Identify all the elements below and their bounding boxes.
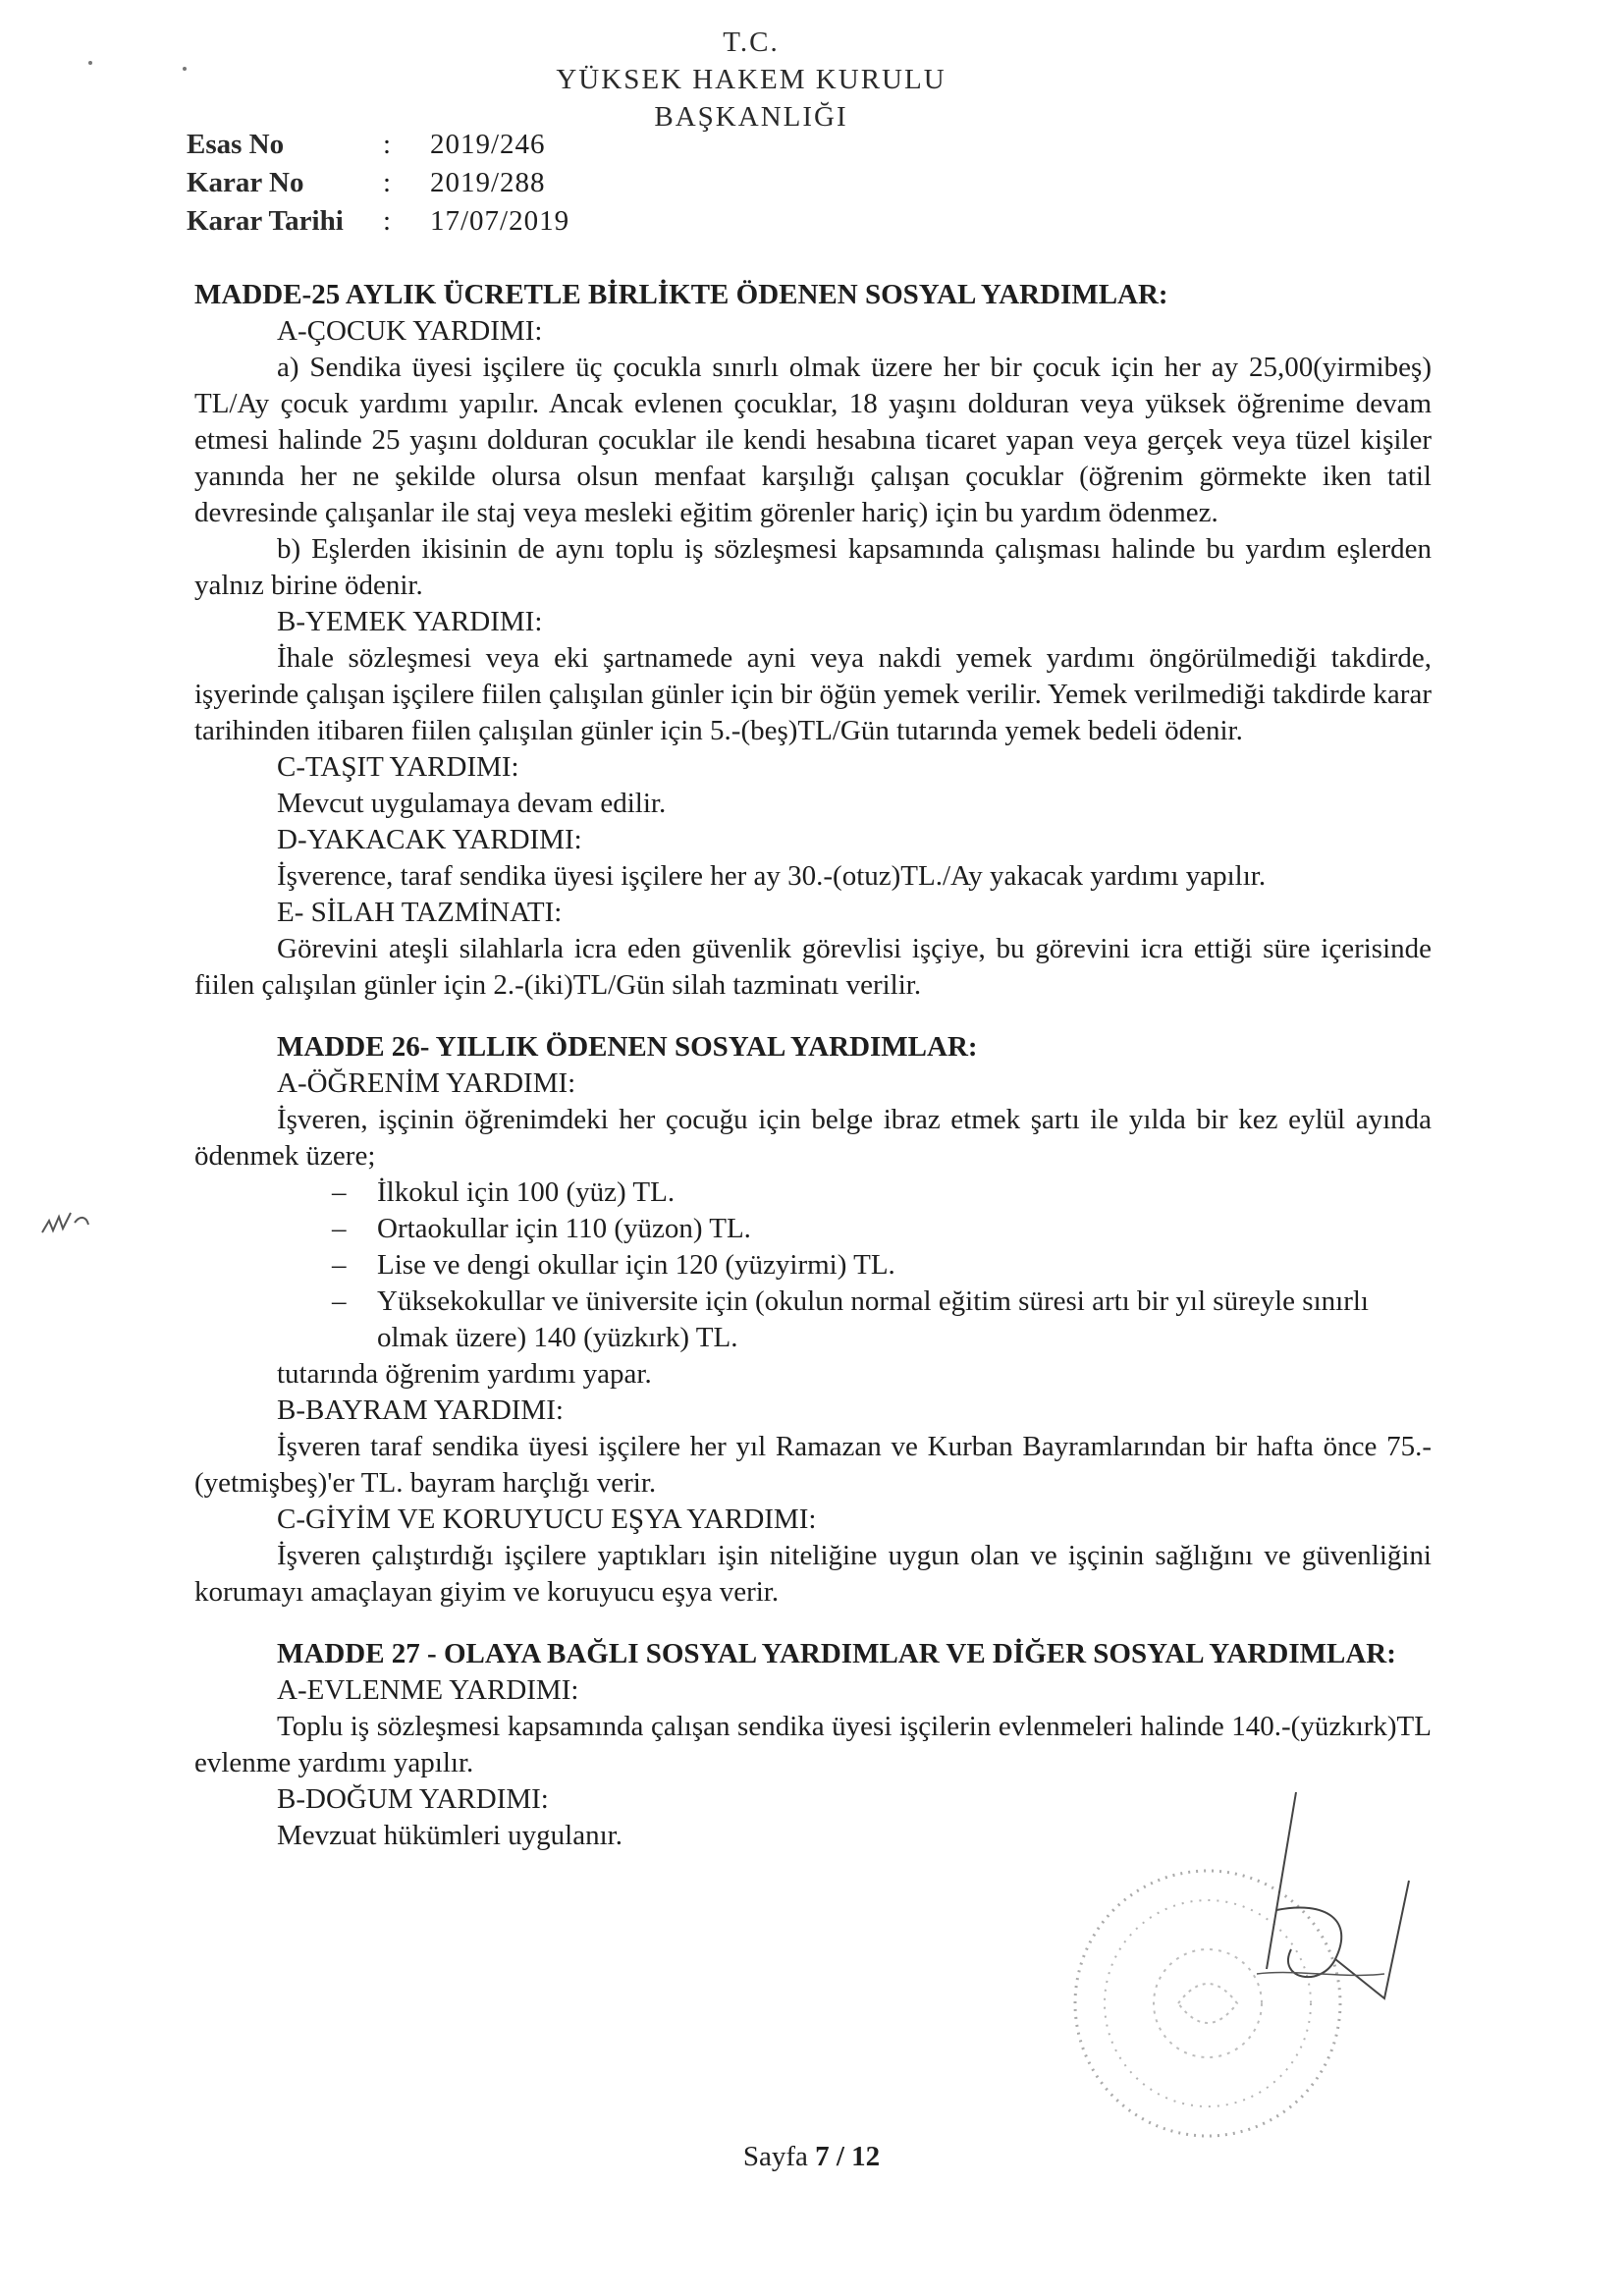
paragraph: tutarında öğrenim yardımı yapar. (277, 1358, 652, 1390)
issuing-authority (520, 24, 982, 136)
paragraph: Toplu iş sözleşmesi kapsamında çalışan sendika üyesi işçilerin evlenmeleri halinde 140.-(yüzkırk)TL evlenme yardımı yapılır. (194, 1711, 1432, 1778)
paragraph: İşveren taraf sendika üyesi işçilere her yıl Ramazan ve Kurban Bayramlarından bir hafta önce 75.-(yetmişbeş)'er TL. bayram harçlığı verir. (194, 1431, 1432, 1499)
list-item: – İlkokul için 100 (yüz) TL. (194, 1175, 1432, 1211)
list-item: – Yüksekokullar ve üniversite için (okulun normal eğitim süresi artı bir yıl süreyle sınırlı olmak üzere) 140 (yüzkırk) TL. (194, 1284, 1432, 1356)
page-number: 7 / 12 (815, 2141, 881, 2172)
paragraph: a) Sendika üyesi işçilere üç çocukla sınırlı olmak üzere her bir çocuk için her ay 25,00(yirmibeş) TL/Ay çocuk yardımı yapılır. Ancak evlenen çocuklar, 18 yaşını dolduran veya yüksek öğrenime devam etmesi halinde 25 yaşını dolduran çocuklar ile kendi hesabına ticaret yapan veya gerçek veya tüzel kişiler yanında her ne şekilde olursa olsun menfaat karşılığı çalışan çocuklar (öğrenim görmekte iken tatil devresinde çalışanlar ile staj veya mesleki eğitim görenler hariç) için bu yardım ödenmez. (194, 352, 1432, 528)
meta-label: Karar Tarihi (187, 205, 344, 237)
header-line-1: T.C. (723, 27, 780, 58)
article-25-title: MADDE-25 AYLIK ÜCRETLE BİRLİKTE ÖDENEN SOSYAL YARDIMLAR: (194, 279, 1168, 310)
meta-row-esas (187, 126, 569, 164)
section-title: A-EVLENME YARDIMI: (277, 1674, 579, 1706)
article-27-title: MADDE 27 - OLAYA BAĞLI SOSYAL YARDIMLAR VE DİĞER SOSYAL YARDIMLAR: (277, 1638, 1396, 1669)
paragraph: İşveren, işçinin öğrenimdeki her çocuğu için belge ibraz etmek şartı ile yılda bir kez eylül ayında ödenmek üzere; (194, 1104, 1432, 1172)
paragraph: Mevcut uygulamaya devam edilir. (277, 788, 667, 819)
meta-row-tarih (187, 202, 569, 241)
header-line-3: BAŞKANLIĞI (654, 101, 848, 133)
meta-colon: : (383, 129, 392, 160)
article-26-title: MADDE 26- YILLIK ÖDENEN SOSYAL YARDIMLAR: (277, 1031, 978, 1063)
scan-speck (183, 67, 187, 71)
meta-value: 2019/246 (430, 129, 546, 160)
section-title: B-BAYRAM YARDIMI: (277, 1394, 564, 1426)
meta-label: Esas No (187, 129, 285, 160)
section-title: A-ÇOCUK YARDIMI: (277, 315, 543, 347)
header-line-2: YÜKSEK HAKEM KURULU (556, 64, 947, 95)
section-title: B-DOĞUM YARDIMI: (277, 1783, 549, 1815)
margin-initials-icon (37, 1203, 96, 1242)
paragraph: İşverence, taraf sendika üyesi işçilere her ay 30.-(otuz)TL./Ay yakacak yardımı yapılır. (277, 860, 1267, 892)
meta-value: 2019/288 (430, 167, 546, 198)
list-item: – Lise ve dengi okullar için 120 (yüzyirmi) TL. (194, 1247, 1432, 1284)
document-body (194, 277, 1432, 1854)
page-label: Sayfa (742, 2141, 808, 2172)
meta-value: 17/07/2019 (430, 205, 570, 237)
section-title: C-GİYİM VE KORUYUCU EŞYA YARDIMI: (277, 1503, 817, 1535)
section-title: A-ÖĞRENİM YARDIMI: (277, 1067, 576, 1099)
meta-row-karar (187, 164, 569, 202)
paragraph: Mevzuat hükümleri uygulanır. (277, 1820, 622, 1851)
meta-label: Karar No (187, 167, 304, 198)
education-aid-list (194, 1175, 1432, 1356)
list-item: – Ortaokullar için 110 (yüzon) TL. (194, 1211, 1432, 1247)
paragraph: Görevini ateşli silahlarla icra eden güvenlik görevlisi işçiye, bu görevini icra ettiği süre içerisinde fiilen çalışılan günler için 2.-(iki)TL/Gün silah tazminatı verilir. (194, 933, 1432, 1001)
section-title: B-YEMEK YARDIMI: (277, 606, 543, 637)
section-title: E- SİLAH TAZMİNATI: (277, 897, 563, 928)
signature-icon (1237, 1773, 1434, 2018)
paragraph: İşveren çalıştırdığı işçilere yaptıkları işin niteliğine uygun olan ve işçinin sağlığını ve güvenliğini korumayı amaçlayan giyim ve koruyucu eşya verir. (194, 1540, 1432, 1608)
scan-speck (88, 61, 92, 65)
paragraph: b) Eşlerden ikisinin de aynı toplu iş sözleşmesi kapsamında çalışması halinde bu yardım eşlerden yalnız birine ödenir. (194, 533, 1432, 601)
paragraph: İhale sözleşmesi veya eki şartnamede ayni veya nakdi yemek yardımı öngörülmediği takdirde, işyerinde çalışan işçilere fiilen çalışılan günler için bir öğün yemek verilir. Yemek verilmediği takdirde karar tarihinden itibaren fiilen çalışılan günler için 5.-(beş)TL/Gün tutarında yemek bedeli ödenir. (194, 642, 1432, 746)
spacer (194, 1004, 1432, 1029)
page-footer (0, 2141, 1623, 2173)
case-metadata (187, 126, 569, 241)
meta-colon: : (383, 167, 392, 198)
section-title: C-TAŞIT YARDIMI: (277, 751, 519, 783)
spacer (194, 1611, 1432, 1636)
meta-colon: : (383, 205, 392, 237)
section-title: D-YAKACAK YARDIMI: (277, 824, 582, 855)
